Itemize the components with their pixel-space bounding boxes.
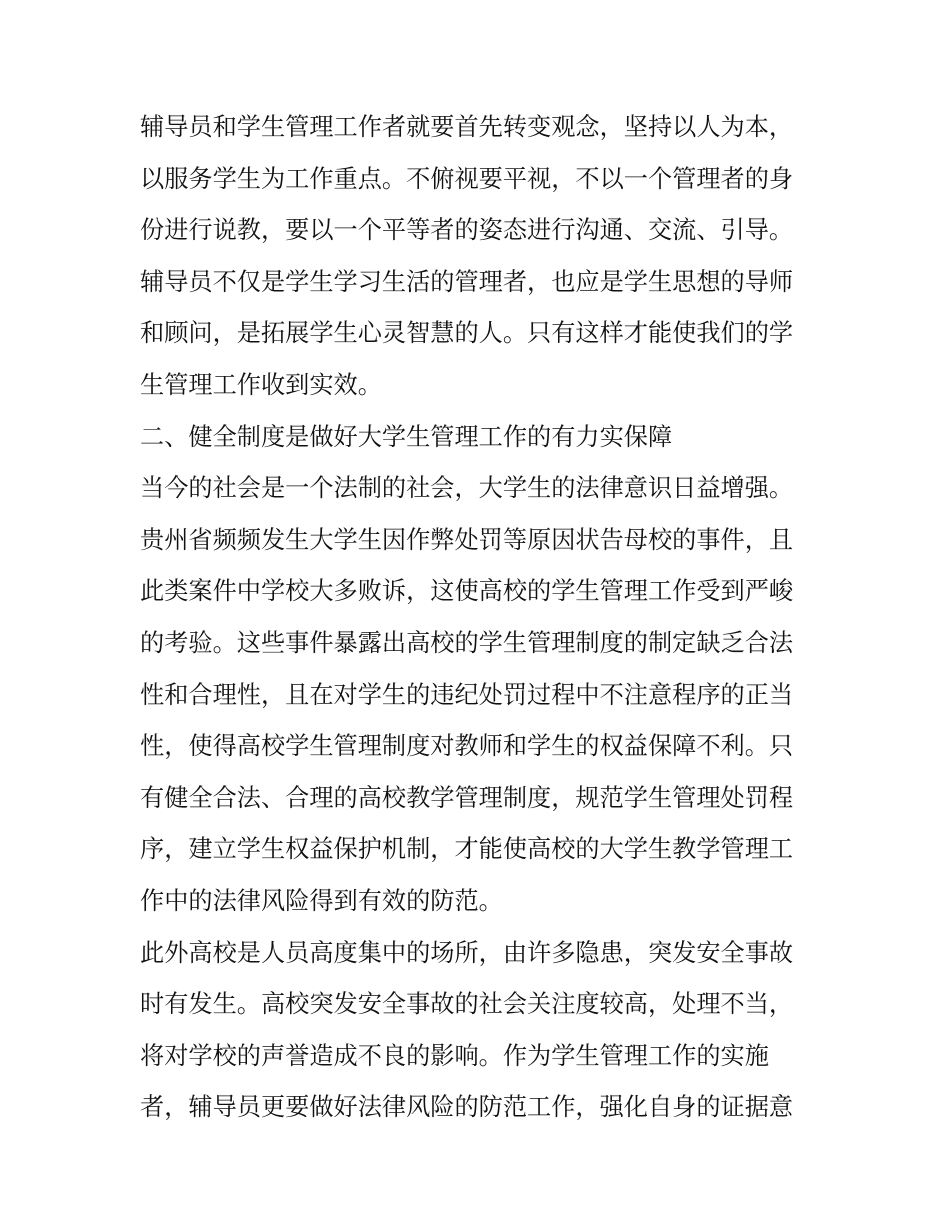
text-line: 的考验。这些事件暴露出高校的学生管理制度的制定缺乏合法 xyxy=(140,628,794,657)
text-line: 有健全合法、合理的高校教学管理制度，规范学生管理处罚程 xyxy=(140,783,794,812)
document-body xyxy=(140,102,820,1134)
text-line: 辅导员和学生管理工作者就要首先转变观念，坚持以人为本， xyxy=(140,113,794,141)
text-line: 此类案件中学校大多败诉，这使高校的学生管理工作受到严峻 xyxy=(140,577,794,606)
text-line: 时有发生。高校突发安全事故的社会关注度较高，处理不当， xyxy=(140,990,794,1019)
text-line: 当今的社会是一个法制的社会，大学生的法律意识日益增强。 xyxy=(140,474,794,503)
text-line: 和顾问，是拓展学生心灵智慧的人。只有这样才能使我们的学 xyxy=(140,319,794,348)
text-line: 份进行说教，要以一个平等者的姿态进行沟通、交流、引导。 xyxy=(140,216,794,245)
text-line: 辅导员不仅是学生学习生活的管理者，也应是学生思想的导师 xyxy=(140,267,794,296)
text-line: 将对学校的声誉造成不良的影响。作为学生管理工作的实施 xyxy=(140,1041,769,1070)
section-heading: 二、健全制度是做好大学生管理工作的有力实保障 xyxy=(140,422,673,451)
text-line: 性，使得高校学生管理制度对教师和学生的权益保障不利。只 xyxy=(140,732,794,761)
text-line: 性和合理性，且在对学生的违纪处罚过程中不注意程序的正当 xyxy=(140,680,794,709)
text-line: 生管理工作收到实效。 xyxy=(140,370,382,399)
text-line: 此外高校是人员高度集中的场所，由许多隐患，突发安全事故 xyxy=(140,938,794,967)
text-line: 者，辅导员更要做好法律风险的防范工作，强化自身的证据意 xyxy=(140,1093,794,1122)
text-line: 序，建立学生权益保护机制，才能使高校的大学生教学管理工 xyxy=(140,835,794,864)
text-line: 作中的法律风险得到有效的防范。 xyxy=(140,886,503,915)
text-line: 贵州省频频发生大学生因作弊处罚等原因状告母校的事件，且 xyxy=(140,525,794,554)
text-line: 以服务学生为工作重点。不俯视要平视，不以一个管理者的身 xyxy=(140,164,794,193)
